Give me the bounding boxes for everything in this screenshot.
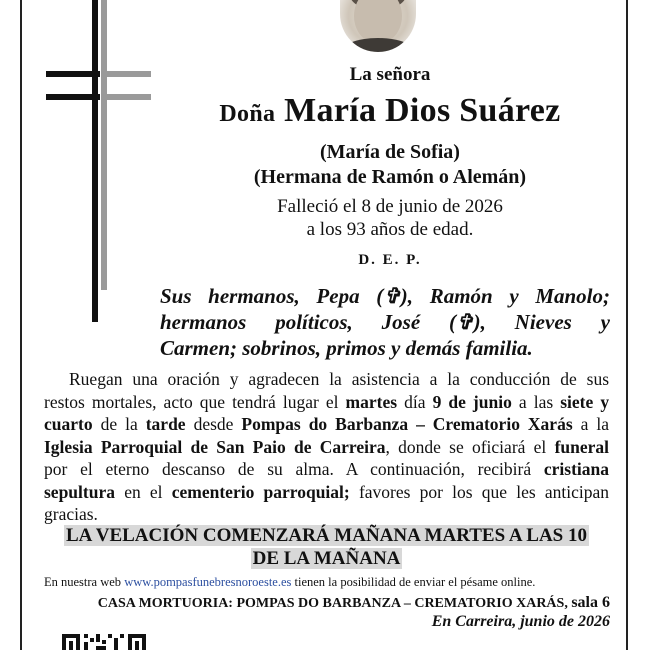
mourners-line: Carmen; sobrinos, primos y demás familia. [160, 336, 533, 360]
web-notice: En nuestra web www.pompasfunebresnoroeste.es tienen la posibilidad de enviar el pésame online. [44, 575, 536, 589]
left-border [20, 0, 22, 650]
body-line: restos mortales, acto que tendrá lugar el martes día 9 de junio a las siete y [44, 391, 610, 412]
body-line: gracias. [44, 504, 98, 524]
place-date: En Carreira, junio de 2026 [431, 613, 610, 630]
wake-notice: DE LA MAÑANA [252, 548, 401, 569]
qr-code-icon[interactable] [62, 632, 154, 650]
body-line: sepultura en el cementerio parroquial; favores por los que les anticipan [44, 481, 610, 502]
mourners-line: Sus hermanos, Pepa (✞), Ramón y Manolo; [160, 284, 610, 308]
mourners-line: hermanos políticos, José (✞), Nieves y [160, 310, 610, 334]
wake-notice: LA VELACIÓN COMENZARÁ MAÑANA MARTES A LAS 10 [65, 525, 587, 546]
funeral-home-info: CASA MORTUORIA: POMPAS DO BARBANZA – CREMATORIO XARÁS, sala 6 [97, 594, 610, 611]
full-name: María Dios Suárez [284, 92, 561, 129]
deceased-portrait [340, 0, 416, 52]
right-border [626, 0, 628, 650]
cross-icon [44, 0, 154, 325]
alias-text: (María de Sofia) [320, 141, 460, 163]
body-line: por el eterno descanso de su alma. A continuación, recibirá cristiana [44, 459, 609, 479]
title-prefix: Doña [219, 101, 276, 127]
body-line: Ruegan una oración y agradecen la asistencia a la conducción de sus [69, 369, 609, 389]
body-line: cuarto de la tarde desde Pompas do Barbanza – Crematorio Xarás a la [44, 414, 610, 434]
intro-text: La señora [349, 64, 431, 85]
rip-text: D. E. P. [358, 252, 422, 268]
death-date: Falleció el 8 de junio de 2026 [277, 196, 503, 217]
relation-text: (Hermana de Ramón o Alemán) [253, 166, 527, 188]
age-text: a los 93 años de edad. [306, 219, 474, 240]
website-link[interactable]: www.pompasfunebresnoroeste.es [124, 575, 292, 589]
body-line: Iglesia Parroquial de San Paio de Carreira, donde se oficiará el funeral [44, 436, 610, 457]
deceased-name [160, 92, 620, 130]
